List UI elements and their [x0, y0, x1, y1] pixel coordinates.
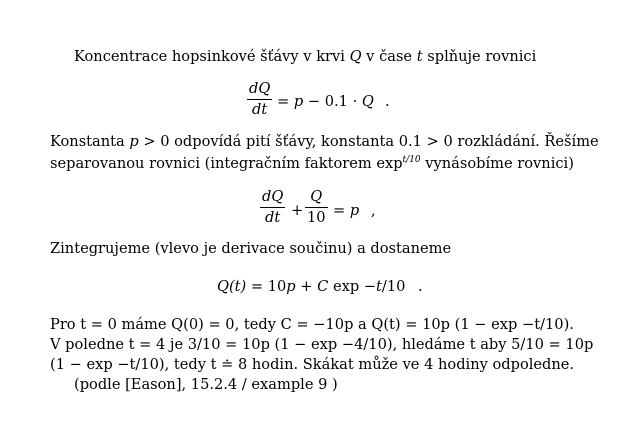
eq3-plus: + [295, 278, 318, 295]
paragraph4-line1: Pro t = 0 máme Q(0) = 0, tedy C = −10p a Q(t) = 10p (1 − exp −t/10). [50, 316, 574, 333]
paragraph3: Zintegrujeme (vlevo je derivace součinu) a dostaneme [50, 240, 452, 257]
paragraph4-line2: V poledne t = 4 je 3/10 = 10p (1 − exp −4/10), hledáme t aby 5/10 = 10p [50, 336, 594, 353]
paragraph4-line3: (1 − exp −t/10), tedy t ≐ 8 hodin. Skákat může ve 4 hodiny odpoledne. [50, 356, 575, 373]
eq1-equals: = [277, 93, 294, 110]
eq1-numerator: dQ [249, 80, 271, 97]
paragraph2-line1 [50, 135, 599, 150]
eq2-frac1-denominator: dt [265, 208, 281, 226]
p2-text-1: Konstanta [50, 133, 130, 150]
eq3-equals: = 10 [246, 278, 287, 295]
eq2-frac2-bar [305, 207, 328, 208]
eq1-p: p [293, 93, 304, 110]
eq2-fraction-1 [260, 190, 285, 225]
eq3-p: p [286, 278, 296, 295]
eq2-p: p [349, 202, 360, 219]
eq2-rhs [333, 204, 359, 219]
eq1-fraction [247, 82, 272, 117]
eq3-body [217, 280, 405, 295]
eq1-fraction-bar [247, 99, 272, 100]
eq1-period: . [385, 93, 390, 110]
citation-line: (podle [Eason], 15.2.4 / example 9 ) [74, 376, 338, 393]
eq3-lhs: Q(t) [217, 278, 247, 295]
eq2-frac2-denominator: 10 [307, 208, 326, 226]
paragraph2-line2 [50, 156, 574, 172]
p2-text-3: separovanou rovnici (integračním faktorem exp [50, 155, 403, 172]
eq2-frac1-numerator: dQ [262, 188, 284, 205]
var-t: t [416, 48, 423, 65]
eq3-period: . [418, 278, 423, 295]
p2-text-4: vynásobíme rovnici) [420, 155, 574, 172]
eq1-minus-coeff: − 0.1 · [303, 93, 362, 110]
eq1-Q: Q [361, 93, 374, 110]
eq2-comma: , [371, 202, 376, 219]
p2-exponent: t/10 [402, 155, 421, 165]
eq3-t: t [376, 278, 382, 295]
eq1-rhs [277, 95, 374, 110]
eq2-plus: + [291, 202, 304, 219]
intro-text-1: Koncentrace hopsinkové šťávy v krvi [74, 48, 350, 65]
eq3-tail: /10 [381, 278, 406, 295]
eq2-frac1-bar [260, 207, 285, 208]
eq2-fraction-2 [305, 190, 328, 225]
eq3-C: C [317, 278, 329, 295]
intro-text-3: splňuje rovnici [422, 48, 537, 65]
intro-text-2: v čase [361, 48, 417, 65]
eq2-equals: = [333, 202, 350, 219]
intro-line [74, 50, 536, 65]
p2-var-p: p [129, 133, 139, 150]
eq3-exp: exp − [328, 278, 377, 295]
eq2-frac2-numerator: Q [310, 188, 323, 205]
var-Q: Q [349, 48, 362, 65]
p2-text-2: > 0 odpovídá pití šťávy, konstanta 0.1 > 0 rozkládání. Řešíme [138, 133, 599, 150]
eq1-denominator: dt [252, 100, 268, 118]
